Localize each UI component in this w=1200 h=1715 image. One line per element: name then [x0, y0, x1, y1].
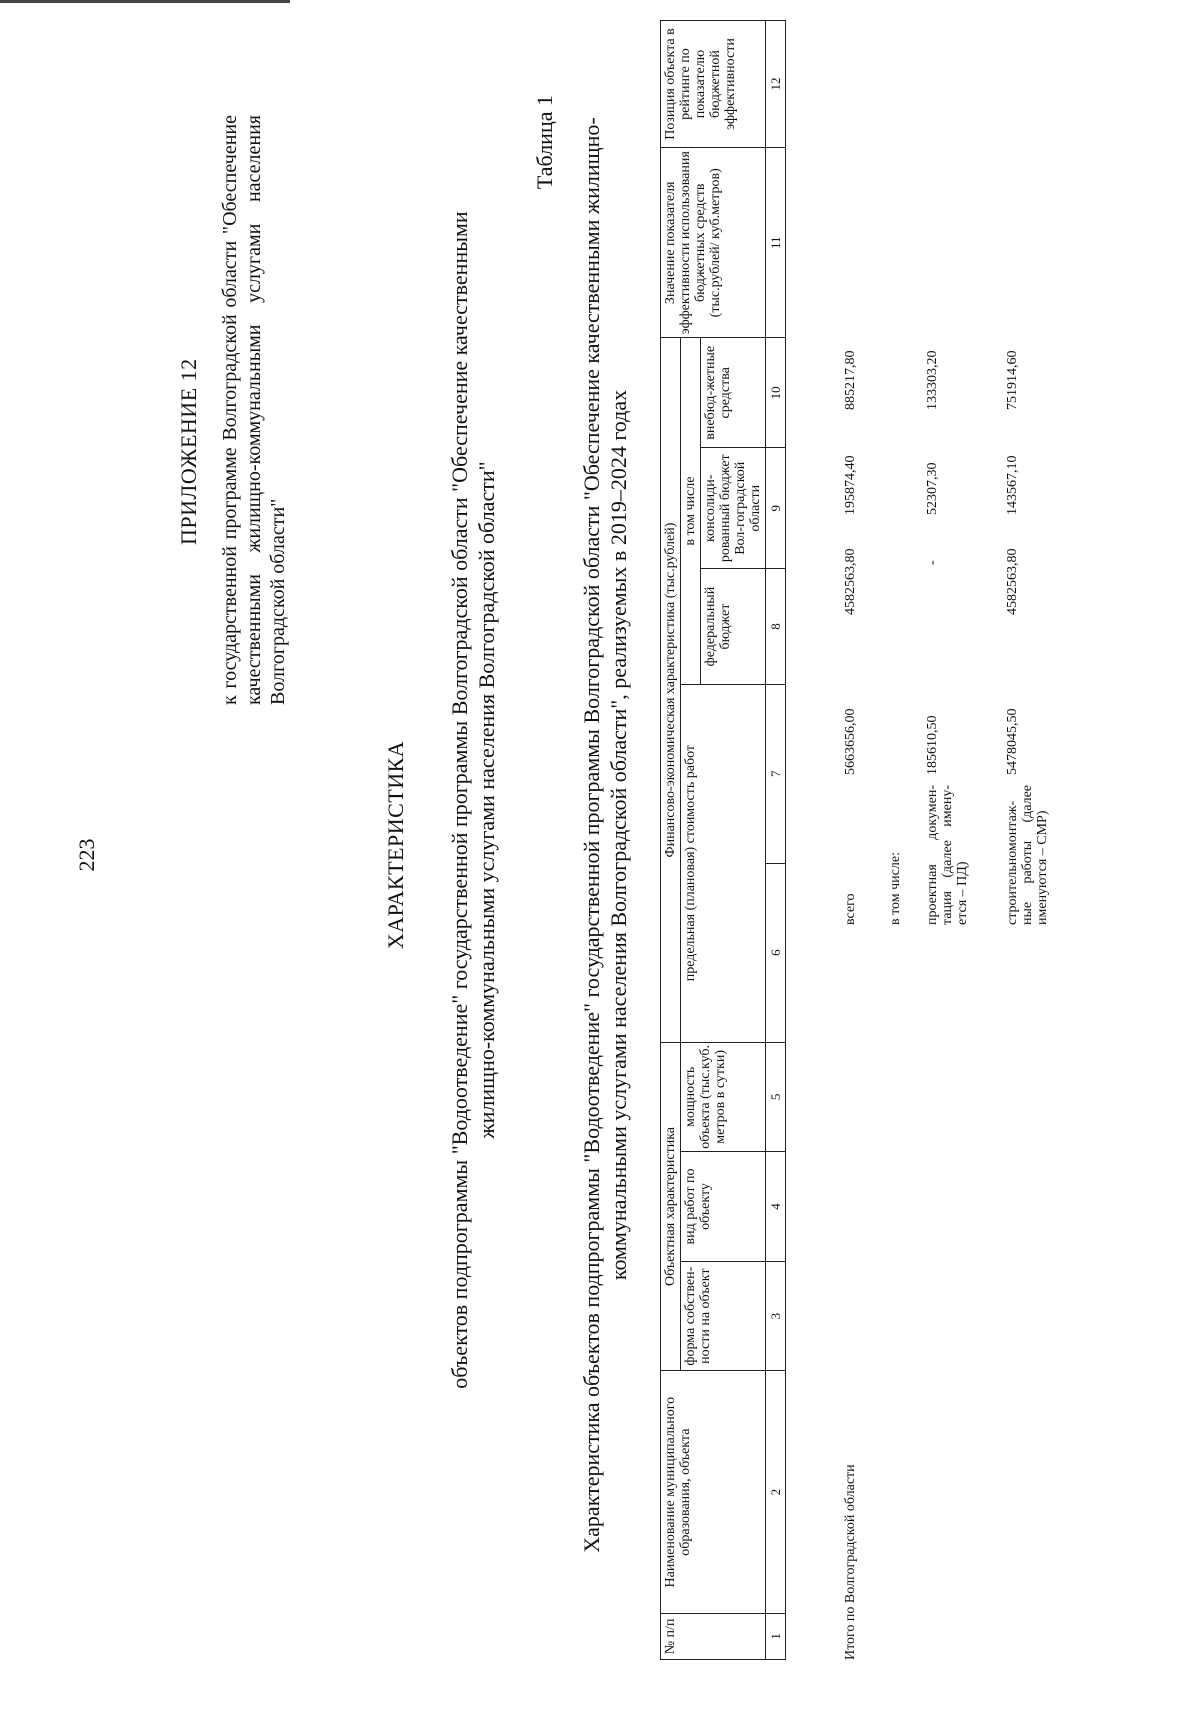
- column-number: 6: [766, 863, 786, 1042]
- header-object-characteristic: Объектная характеристика: [661, 1042, 681, 1371]
- row-label-design: проектная докумен-тация (далее имену-ется – ПД): [925, 785, 970, 925]
- cell-extra-total: 885217,80: [843, 350, 858, 410]
- column-number: 5: [766, 1042, 786, 1152]
- column-number: 11: [766, 148, 786, 338]
- header-including: в том числе: [681, 338, 701, 684]
- document-heading: ХАРАКТЕРИСТИКА: [383, 740, 408, 950]
- column-number: 7: [766, 684, 786, 863]
- cell-cost-total: 5663656,00: [843, 708, 858, 775]
- column-number: 2: [766, 1371, 786, 1613]
- header-extra-budgetary: внебюд-жетные средства: [701, 338, 766, 448]
- column-number: 8: [766, 569, 786, 684]
- column-number: 9: [766, 448, 786, 569]
- page-number: 223: [74, 838, 99, 872]
- cell-extra-design: 133303,20: [925, 350, 940, 410]
- column-number: 12: [766, 21, 786, 148]
- row-label-including: в том числе:: [888, 852, 903, 925]
- header-capacity: мощность объекта (тыс.куб. метров в сутки): [681, 1042, 766, 1152]
- column-number-row: [766, 21, 786, 1660]
- row-label-total: всего: [843, 893, 858, 925]
- appendix-reference: к государственной программе Волгоградской области "Обеспечение качественными жилищно-коммунальными услугами населения Волгоградской области": [219, 115, 289, 705]
- header-cost: предельная (плановая) стоимость работ: [681, 684, 766, 1042]
- header-consolidated: консолиди-рованный бюджет Вол-гоградской области: [701, 448, 766, 569]
- document-subtitle: объектов подпрограммы "Водоотведение" государственной программы Волгоградской области "Обеспечение качественными жилищно-коммунальными услугами населения Волгоградской области": [447, 211, 499, 1389]
- header-federal: федеральный бюджет: [701, 569, 766, 684]
- cell-federal-construction: 4582563,80: [1005, 548, 1020, 615]
- column-number: 1: [766, 1613, 786, 1659]
- header-financial-characteristic: Финансово-экономическая характеристика (тыс.рублей): [661, 338, 681, 1042]
- cell-cost-construction: 5478045,50: [1005, 708, 1020, 775]
- header-efficiency: Значение показателя эффективности использования бюджетных средств (тыс.рублей/ куб.метров): [661, 148, 766, 338]
- cell-consolidated-design: 52307,30: [925, 462, 940, 515]
- header-row-1: [661, 21, 681, 1660]
- header-work-type: вид работ по объекту: [681, 1152, 766, 1262]
- cell-extra-construction: 751914,60: [1005, 350, 1020, 410]
- table-label: Таблица 1: [532, 95, 557, 190]
- column-number: 10: [766, 338, 786, 448]
- header-name: Наименование муниципального образования, объекта: [661, 1371, 766, 1613]
- row-label-construction: строительномонтаж-ные работы (далее именуются – СМР): [1005, 785, 1050, 925]
- header-ownership: форма собствен-ности на объект: [681, 1261, 766, 1371]
- header-num: № п/п: [661, 1613, 766, 1659]
- cell-cost-design: 185610,50: [925, 715, 940, 775]
- header-rating: Позиция объекта в рейтинге по показателю бюджетной эффективности: [661, 21, 766, 148]
- cell-federal-design: -: [925, 560, 940, 565]
- column-number: 4: [766, 1152, 786, 1262]
- column-number: 3: [766, 1261, 786, 1371]
- cell-consolidated-total: 195874,40: [843, 455, 858, 515]
- cell-federal-total: 4582563,80: [843, 548, 858, 615]
- appendix-title: ПРИЛОЖЕНИЕ 12: [176, 358, 201, 545]
- characteristics-table: [660, 20, 786, 1660]
- cell-consolidated-construction: 143567,10: [1005, 455, 1020, 515]
- table-caption: Характеристика объектов подпрограммы "Водоотведение" государственной программы Волгоградской области "Обеспечение качественными жилищно-коммунальными услугами населения Волгоградской области", реализуемых в 2019–2024 годах: [579, 117, 631, 1553]
- total-label: Итого по Волгоградской области: [843, 1464, 858, 1660]
